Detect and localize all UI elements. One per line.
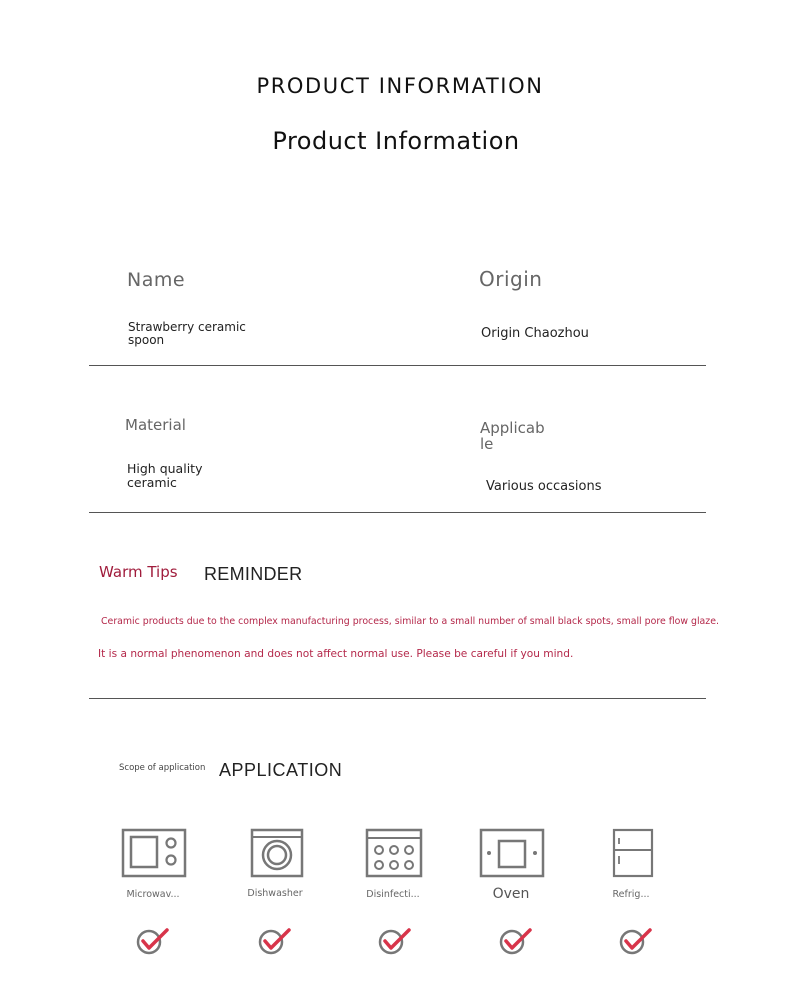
scope-label: Scope of application (119, 763, 206, 773)
check-icon (134, 925, 174, 955)
check-icon (497, 925, 537, 955)
microwave-icon (121, 828, 187, 878)
check-icon (617, 925, 657, 955)
applicable-label: Applicab le (480, 419, 545, 453)
oven-icon (479, 828, 545, 878)
origin-label: Origin (479, 267, 543, 291)
applicable-value: Various occasions (486, 479, 602, 494)
divider (89, 365, 706, 366)
application-item-label: Oven (492, 886, 530, 902)
name-label: Name (127, 269, 186, 291)
dishwasher-icon (244, 828, 310, 878)
material-value: High quality ceramic (127, 461, 203, 490)
check-icon (256, 925, 296, 955)
tip-line-1: Ceramic products due to the complex manufacturing process, similar to a small number of small black spots, small pore flow glaze. (101, 616, 719, 627)
disinfection-cabinet-icon (361, 828, 427, 878)
application-item-label: Microwav... (126, 889, 180, 900)
material-label: Material (125, 416, 186, 434)
application-item-label: Refrig... (612, 889, 650, 900)
application-item-label: Disinfecti... (366, 889, 420, 900)
divider (89, 698, 706, 699)
reminder-heading: REMINDER (204, 564, 303, 584)
warm-tips-label: Warm Tips (99, 563, 178, 581)
tip-line-2: It is a normal phenomenon and does not affect normal use. Please be careful if you mind. (98, 648, 574, 660)
check-icon (376, 925, 416, 955)
divider (89, 512, 706, 513)
application-item-label: Dishwasher (247, 888, 303, 899)
name-value: Strawberry ceramic spoon (128, 320, 246, 347)
page-title: PRODUCT INFORMATION (256, 74, 544, 98)
application-heading: APPLICATION (219, 760, 343, 780)
refrigerator-icon (600, 828, 666, 878)
origin-value: Origin Chaozhou (481, 326, 589, 341)
page-subtitle: Product Information (272, 127, 520, 155)
